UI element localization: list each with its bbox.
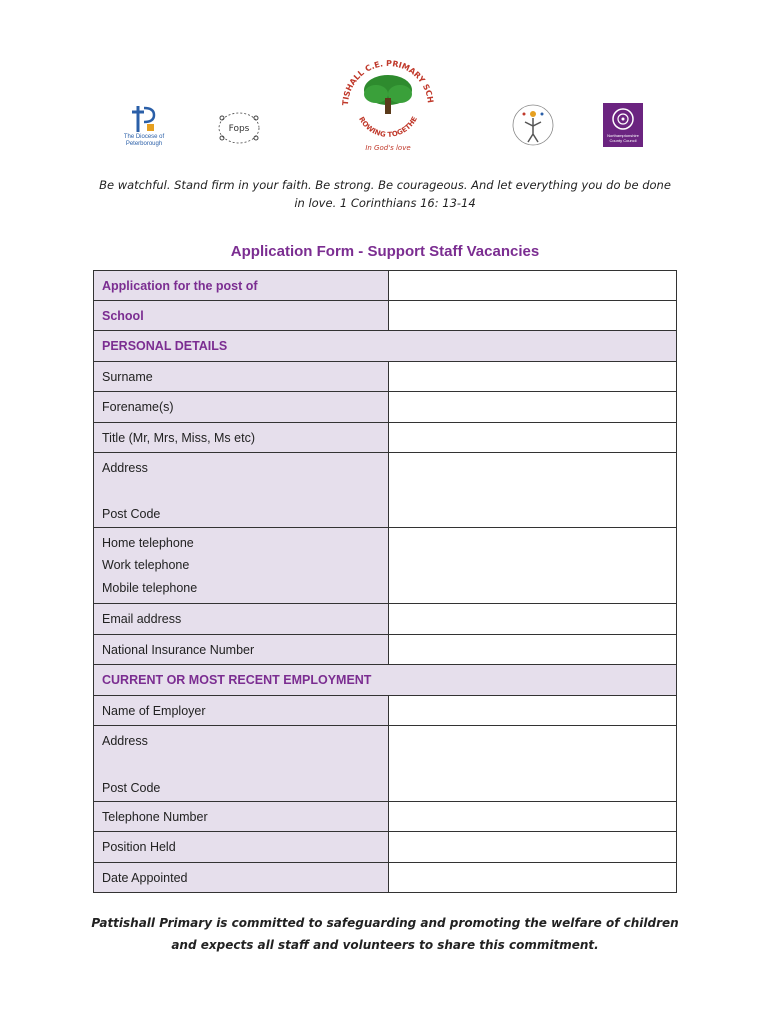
county-logo-text: Northamptonshire County Council (607, 133, 639, 143)
fops-logo (214, 108, 264, 148)
date-appointed-label: Date Appointed (94, 863, 389, 893)
telephone-input[interactable] (389, 528, 677, 604)
telephone-cell (94, 528, 389, 604)
surname-label: Surname (94, 362, 389, 392)
safeguarding-statement (90, 912, 680, 956)
employer-address-label: Address (102, 734, 148, 748)
mobile-telephone-label: Mobile telephone (102, 580, 198, 595)
school-tagline: In God's love (365, 144, 411, 152)
title-label: Title (Mr, Mrs, Miss, Ms etc) (94, 423, 389, 453)
surname-input[interactable] (389, 362, 677, 392)
home-telephone-label: Home telephone (102, 535, 194, 550)
worship-figure-icon (510, 102, 556, 148)
footer-line-2: and expects all staff and volunteers to share this commitment. (171, 938, 599, 952)
email-label: Email address (94, 604, 389, 635)
verse-line-2: in love. 1 Corinthians 16: 13-14 (294, 196, 476, 210)
tree-icon (364, 75, 412, 114)
county-council-logo (603, 103, 643, 147)
employer-address-cell (94, 726, 389, 802)
footer-line-1: Pattishall Primary is committed to safeguarding and promoting the welfare of children (91, 916, 679, 930)
verse-line-1: Be watchful. Stand firm in your faith. Be strong. Be courageous. And let everything you do be done (99, 178, 671, 192)
ni-number-input[interactable] (389, 635, 677, 665)
employer-input[interactable] (389, 696, 677, 726)
school-crest (336, 50, 440, 154)
employer-telephone-label: Telephone Number (94, 802, 389, 832)
forenames-label: Forename(s) (94, 392, 389, 423)
application-form-table (93, 270, 677, 893)
school-motto-arc: ROWING TOGETHE (357, 115, 419, 139)
ni-number-label: National Insurance Number (94, 635, 389, 665)
fops-logo-text: Fops (228, 124, 250, 134)
post-label: Application for the post of (94, 271, 389, 301)
date-appointed-input[interactable] (389, 863, 677, 893)
title-input[interactable] (389, 423, 677, 453)
school-label: School (94, 301, 389, 331)
fops-people-icon (214, 108, 264, 148)
post-input[interactable] (389, 271, 677, 301)
diocese-logo-text: The Diocese of Peterborough (123, 134, 165, 147)
rose-icon (611, 107, 635, 131)
address-label: Address (102, 461, 148, 475)
school-name-arc: TISHALL C.E. PRIMARY SCH (340, 58, 435, 106)
form-title: Application Form - Support Staff Vacancies (230, 243, 540, 260)
position-input[interactable] (389, 832, 677, 863)
employer-postcode-label: Post Code (102, 781, 161, 795)
employment-heading: CURRENT OR MOST RECENT EMPLOYMENT (94, 665, 677, 696)
bible-verse (90, 176, 680, 212)
diocese-logo (122, 104, 166, 150)
position-label: Position Held (94, 832, 389, 863)
postcode-label: Post Code (102, 507, 161, 521)
work-telephone-label: Work telephone (102, 558, 190, 573)
worship-logo (510, 102, 556, 148)
employer-telephone-input[interactable] (389, 802, 677, 832)
personal-details-heading: PERSONAL DETAILS (94, 331, 677, 362)
forenames-input[interactable] (389, 392, 677, 423)
address-cell (94, 453, 389, 528)
employer-address-input[interactable] (389, 726, 677, 802)
diocese-cross-icon (128, 104, 158, 134)
employer-label: Name of Employer (94, 696, 389, 726)
school-input[interactable] (389, 301, 677, 331)
address-input[interactable] (389, 453, 677, 528)
email-input[interactable] (389, 604, 677, 635)
